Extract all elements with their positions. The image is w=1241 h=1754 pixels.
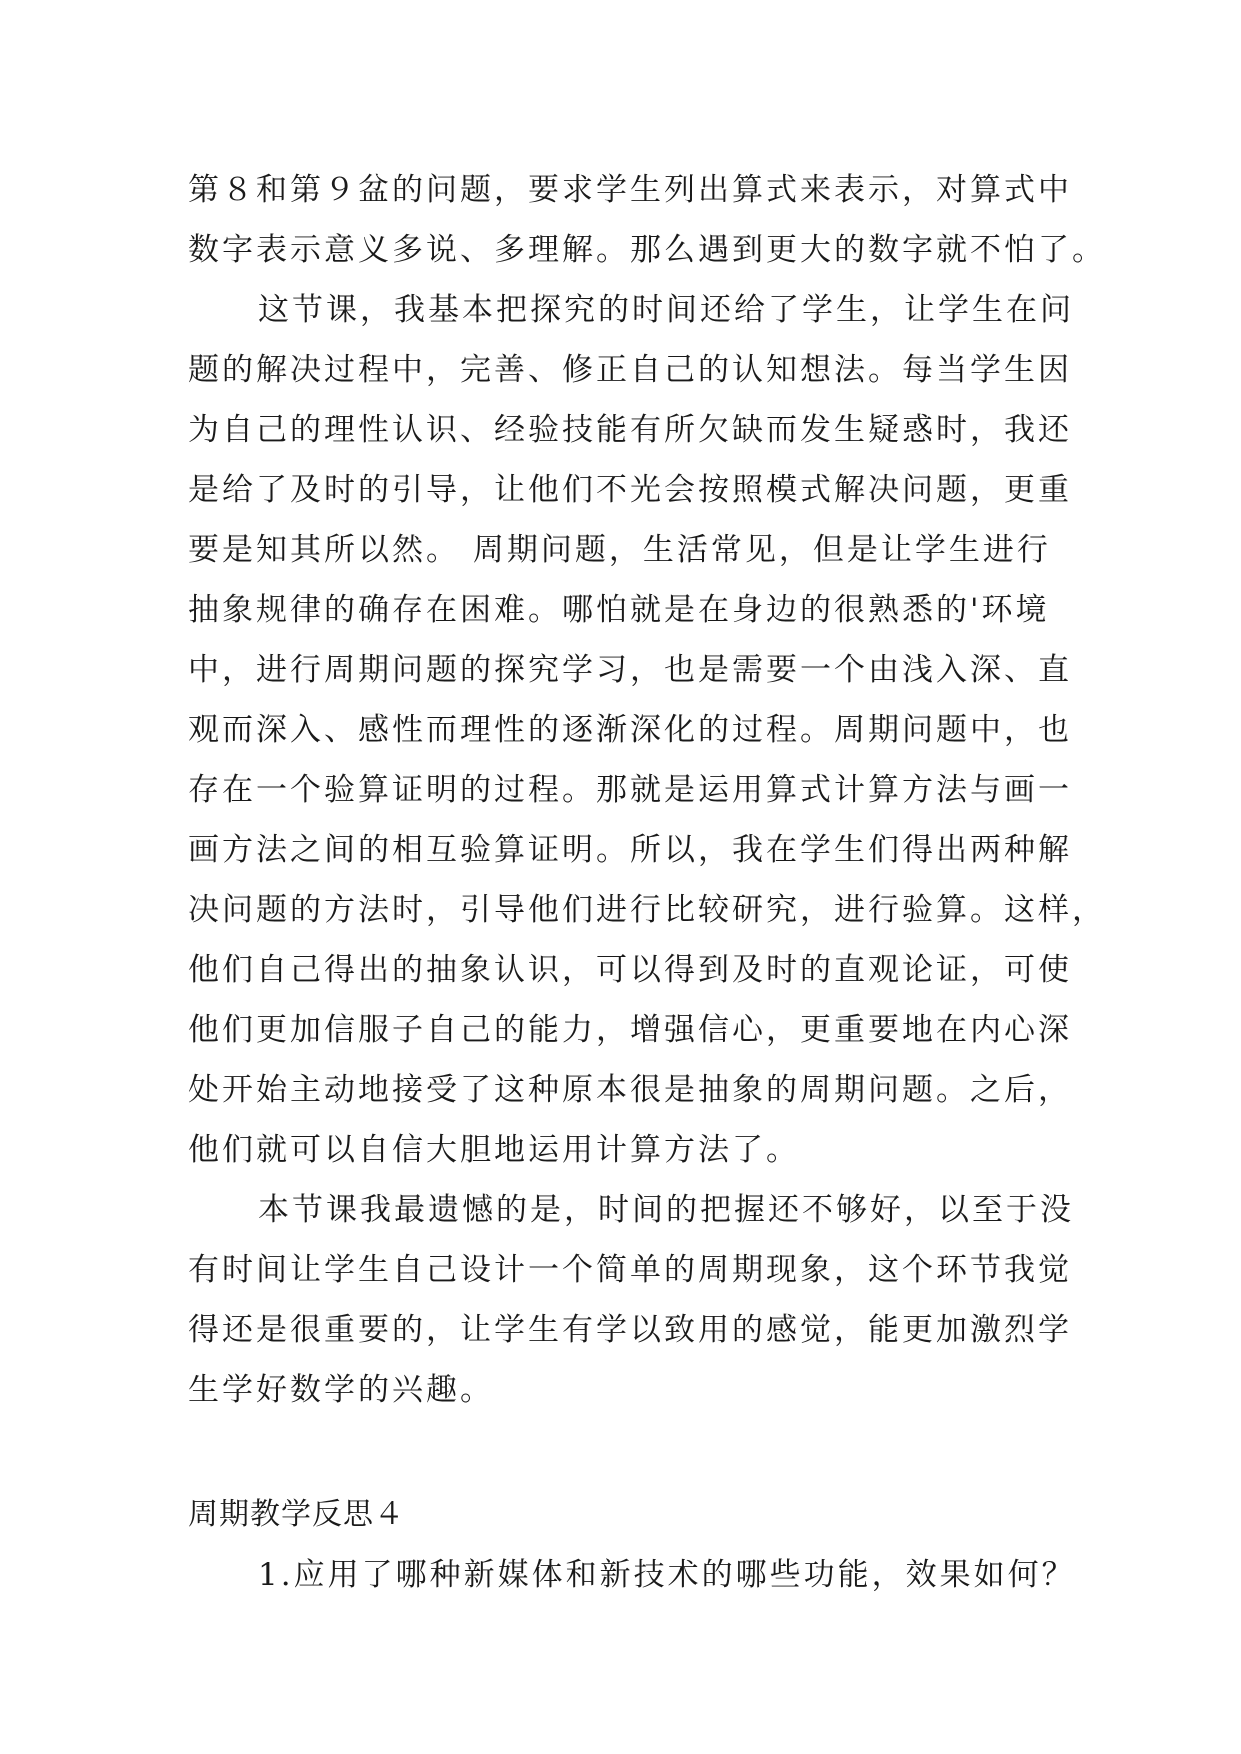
text-line: 为自己的理性认识、经验技能有所欠缺而发生疑惑时，我还 (188, 412, 1072, 448)
text-line: 这节课，我基本把探究的时间还给了学生，让学生在问 (258, 292, 1074, 328)
paragraph-3 (188, 1180, 1074, 1420)
paragraph-1 (188, 160, 1106, 280)
text-line: 中，进行周期问题的探究学习，也是需要一个由浅入深、直 (188, 652, 1072, 688)
text-line: 抽象规律的确存在困难。哪怕就是在身边的很熟悉的'环境 (188, 592, 1050, 628)
section-spacer (188, 1420, 1048, 1485)
question-item: 1.应用了哪种新媒体和新技术的哪些功能，效果如何？ (258, 1557, 1076, 1593)
text-line: 本节课我最遗憾的是，时间的把握还不够好，以至于没 (258, 1192, 1074, 1228)
text-line: 决问题的方法时，引导他们进行比较研究，进行验算。这样， (188, 892, 1106, 928)
text-line: 观而深入、感性而理性的逐渐深化的过程。周期问题中，也 (188, 712, 1072, 748)
text-line: 得还是很重要的，让学生有学以致用的感觉，能更加激烈学 (188, 1312, 1072, 1348)
text-line: 题的解决过程中，完善、修正自己的认知想法。每当学生因 (188, 352, 1072, 388)
text-line: 有时间让学生自己设计一个简单的周期现象，这个环节我觉 (188, 1252, 1072, 1288)
text-line: 画方法之间的相互验算证明。所以，我在学生们得出两种解 (188, 832, 1072, 868)
text-line: 是给了及时的引导，让他们不光会按照模式解决问题，更重 (188, 472, 1072, 508)
text-line: 要是知其所以然。 周期问题，生活常见，但是让学生进行 (188, 532, 1051, 568)
text-line: 存在一个验算证明的过程。那就是运用算式计算方法与画一 (188, 772, 1072, 808)
text-line: 他们就可以自信大胆地运用计算方法了。 (188, 1132, 800, 1168)
text-line: 他们自己得出的抽象认识，可以得到及时的直观论证，可使 (188, 952, 1072, 988)
text-line: 第８和第９盆的问题，要求学生列出算式来表示，对算式中 (188, 172, 1072, 208)
document-page (188, 160, 1106, 1605)
text-line: 处开始主动地接受了这种原本很是抽象的周期问题。之后， (188, 1072, 1072, 1108)
section-heading: 周期教学反思４ (188, 1497, 405, 1532)
text-line: 数字表示意义多说、多理解。那么遇到更大的数字就不怕了。 (188, 232, 1106, 268)
text-line: 生学好数学的兴趣。 (188, 1372, 494, 1408)
paragraph-2 (188, 280, 1106, 1180)
text-line: 他们更加信服子自己的能力，增强信心，更重要地在内心深 (188, 1012, 1072, 1048)
